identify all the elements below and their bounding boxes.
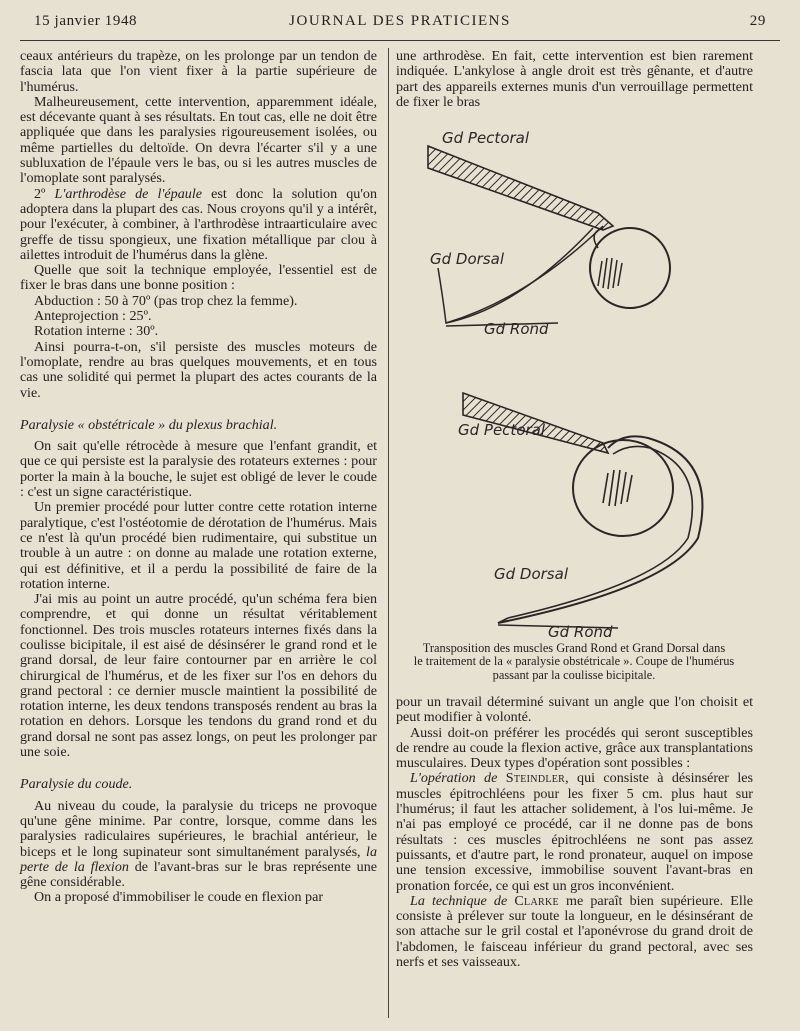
label-dorsal-top: Gd Dorsal: [430, 250, 504, 268]
italic-term: La technique de: [410, 892, 515, 909]
paragraph: Un premier procédé pour lutter contre cette rotation interne paralytique, c'est l'ostéotomie de dérotation de l'humérus. Mais ce n'est là qu'un procédé bien rudimentaire, qui substitue un trouble à un autre : on donne au malade une rotation externe, qui est définitive, et il a perdu la possibilité de faire de la rotation interne.: [20, 499, 377, 592]
paragraph-text: Au niveau du coude, la paralysie du triceps ne provoque qu'une gêne minime. Par contre, lorsque, comme dans les paralysies radiculaires supérieures, le brachial antérieur, le biceps et le long supinateur sont simultanément paralysés,: [20, 797, 377, 860]
dorsal-tendon-top: [438, 228, 593, 323]
paragraph: Aussi doit-on préférer les procédés qui seront susceptibles de rendre au coude la flexion active, grâce aux transplantations musculaires. Deux types d'opération sont possibles :: [396, 724, 753, 772]
author-name: Clarke: [514, 892, 559, 909]
paragraph-arthrodese: [20, 187, 377, 263]
paragraph-number: 2º: [34, 185, 55, 202]
position-list-item: Abduction : 50 à 70º (pas trop chez la femme).: [34, 292, 298, 309]
paragraph-clarke: [396, 894, 753, 970]
paragraph-steindler: [396, 771, 753, 893]
position-list-item: Anteprojection : 25º.: [34, 308, 152, 325]
paragraph: pour un travail déterminé suivant un angle que l'on choisit et peut modifier à volonté.: [396, 694, 753, 726]
italic-term: la perte de la flexion: [20, 843, 377, 875]
left-column: [20, 49, 377, 906]
position-list-item: Rotation interne : 30º.: [34, 323, 159, 340]
label-rond-bottom: Gd Rond: [548, 623, 613, 641]
journal-title: JOURNAL DES PRATICIENS: [289, 13, 511, 29]
paragraph-text: me paraît bien supérieure. Elle consiste à prélever sur toute la longueur, en le désinsérant de son attache sur le gril costal et l'aponévrose du grand droit de l'abdomen, le faisceau inférieur du grand pectoral, avec ses nerfs et ses vaisseaux.: [396, 892, 753, 971]
header-rule: [20, 40, 780, 41]
paragraph: On sait qu'elle rétrocède à mesure que l'enfant grandit, et que ce qui persiste est la paralysie des rotateurs externes : pour porter la main à la bouche, le sujet est obligé de lever le coude : c'est un signe caractéristique.: [20, 438, 377, 501]
right-column-top: [396, 49, 753, 110]
paragraph: On a proposé d'immobiliser le coude en flexion par: [34, 889, 324, 906]
paragraph: Malheureusement, cette intervention, apparemment idéale, est décevante quant à ses résultats. En tout cas, elle ne doit être appliquée que dans les paralysies rigoureusement isolées, ou même partielles du deltoïde. On devra l'écarter s'il y a une subluxation de l'épaule vers le bas, ou si les autres muscles de l'omoplate sont paralysés.: [20, 93, 377, 187]
caption-line: le traitement de la « paralysie obstétricale ». Coupe de l'humérus: [413, 654, 735, 669]
humerus-head-top: [590, 228, 670, 308]
page-number: 29: [749, 13, 766, 29]
figure-caption: [394, 642, 754, 682]
italic-term: L'arthrodèse de l'épaule: [54, 185, 202, 202]
paragraph: une arthrodèse. En fait, cette intervention est bien rarement indiquée. L'ankylose à angle droit est très gênante, et d'autre part des appareils externes munis d'un verrouillage permettent de fixer le bras: [396, 48, 753, 110]
column-divider: [388, 48, 389, 1018]
label-rond-top: Gd Rond: [484, 320, 549, 338]
paragraph-text: , qui consiste à désinsérer les muscles épitrochléens pour les fixer 5 cm. plus haut sur l'humérus; il faut les attacher solidement, à l'os lui-même. Je n'ai pas employé ce procédé, car il ne donne pas de bons résultats : ces muscles épitrochléens ne sont pas assez puissants, et d'autre part, le rond pronateur, auquel on impose une tension excessive, immobilise souvent l'avant-bras en pronation forcée, ce qui est un gros inconvénient.: [396, 770, 753, 894]
author-name: Steindler: [505, 770, 566, 787]
paragraph: ceaux antérieurs du trapèze, on les prolonge par un tendon de fascia lata que l'on vient fixer à la partie supérieure de l'humérus.: [20, 48, 377, 95]
section-heading: Paralysie « obstétricale » du plexus brachial.: [20, 416, 278, 433]
figure-drawing: [398, 118, 758, 643]
caption-line: Transposition des muscles Grand Rond et Grand Dorsal dans: [422, 641, 726, 655]
paragraph: J'ai mis au point un autre procédé, qu'un schéma fera bien comprendre, et qui donne un résultat véritablement fonctionnel. Des trois muscles rotateurs internes fixés dans la coulisse bicipitale, il est aisé de désinsérer le grand rond et le grand dorsal, de leur faire contourner par en arrière le col chirurgical de l'humérus, et de les fixer sur l'os en dehors du grand pectoral : ce dernier muscle maintient la possibilité de rotation interne, les deux tendons transposés rendent au bras la rotation en dehors. Lorsque les tendons du grand rond et du grand dorsal ne sont pas assez longs, on peut les prolonger par une soie.: [20, 591, 377, 761]
right-column-bottom: [396, 695, 753, 970]
label-pectoral-top: Gd Pectoral: [442, 129, 530, 147]
header-date: 15 janvier 1948: [34, 13, 138, 29]
paragraph: Quelle que soit la technique employée, l'essentiel est de fixer le bras dans une bonne position :: [20, 262, 377, 294]
paragraph: [20, 799, 377, 891]
label-dorsal-bottom: Gd Dorsal: [494, 565, 568, 583]
anatomical-figure: [398, 118, 758, 643]
dorsal-tendon-bottom: [498, 436, 702, 623]
pectoral-muscle-top: [428, 146, 613, 230]
label-pectoral-bottom: Gd Pectoral: [458, 421, 546, 439]
caption-line: passant par la coulisse bicipitale.: [492, 667, 656, 682]
italic-term: L'opération de: [410, 770, 506, 787]
bone-section-bottom: [603, 470, 632, 506]
bone-section-top: [598, 258, 622, 289]
section-heading: Paralysie du coude.: [20, 776, 133, 793]
paragraph: Ainsi pourra-t-on, s'il persiste des muscles moteurs de l'omoplate, rendre au bras quelques mouvements, et en tous cas une solidité qui permet la plupart des actes courants de la vie.: [20, 338, 377, 401]
page-header: [34, 13, 766, 33]
paragraph-text: est donc la solution qu'on adoptera dans la plupart des cas. Nous croyons qu'il y a intérêt, pour l'exécuter, à combiner, à l'arthrodèse intraarticulaire avec greffe de tissu spongieux, une fixation métallique par clou à ailettes introduit de l'humérus dans la glène.: [20, 185, 377, 263]
top-diagram: [428, 146, 670, 326]
paragraph-text: de l'avant-bras sur le bras représente une gêne considérable.: [20, 858, 377, 891]
